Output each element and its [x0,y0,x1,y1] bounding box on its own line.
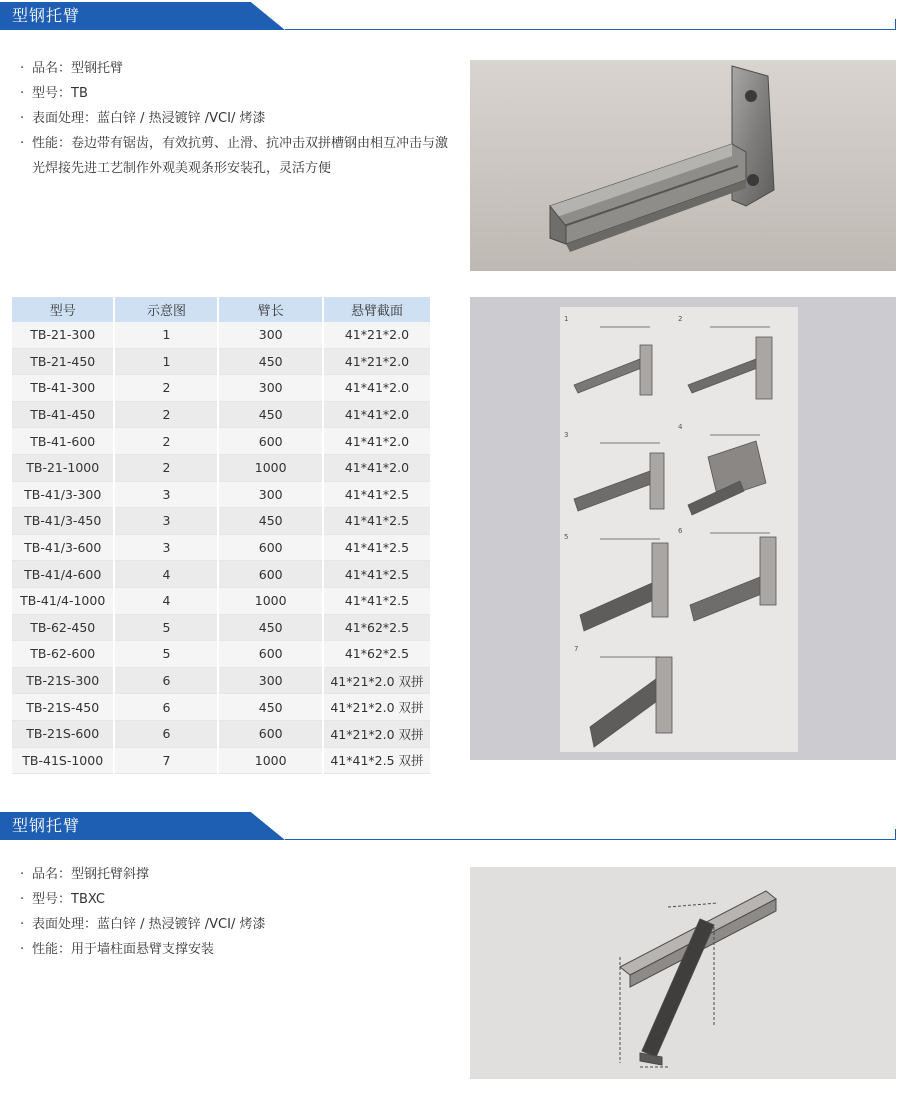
cell-diagram: 2 [114,401,218,428]
table-row [12,428,430,455]
cell-section: 41*21*2.0 [323,322,430,348]
cell-diagram: 1 [114,322,218,348]
col-header-diagram: 示意图 [114,297,218,322]
table-row [12,322,430,348]
cell-section: 41*41*2.0 [323,428,430,455]
cell-diagram: 2 [114,428,218,455]
cell-model: TB-62-600 [12,641,114,668]
section-header-1 [0,2,900,42]
cell-arm-length: 300 [218,667,322,694]
cell-section: 41*41*2.5 [323,534,430,561]
bracket-photo [470,60,896,271]
table-row [12,561,430,588]
cell-model: TB-41/3-450 [12,508,114,535]
cell-section: 41*41*2.5 [323,508,430,535]
cell-diagram: 6 [114,667,218,694]
table-row [12,375,430,402]
diagram-number-3: 3 [564,431,569,439]
diagram-sheet-panel [470,297,896,760]
diagram-number-2: 2 [678,315,683,323]
bracket-diagrams [560,307,798,752]
cell-model: TB-41-300 [12,375,114,402]
cell-arm-length: 600 [218,641,322,668]
cell-section: 41*41*2.5 [323,481,430,508]
product-info-list-2 [20,862,460,962]
cell-model: TB-21S-300 [12,667,114,694]
cell-arm-length: 600 [218,428,322,455]
cell-model: TB-41/4-600 [12,561,114,588]
table-row [12,747,430,774]
cell-section: 41*21*2.0 [323,348,430,375]
info-item-performance: · 性能：用于墙柱面悬臂支撑安装 [20,937,460,962]
cell-diagram: 7 [114,747,218,774]
info-item-performance: · 性能：卷边带有锯齿，有效抗剪、止滑、抗冲击双拼槽钢由相互冲击与激光焊接先进工艺制作外观美观条形安装孔，灵活方便 [20,131,460,181]
info-item-finish: · 表面处理：蓝白锌 / 热浸镀锌 /VCI/ 烤漆 [20,912,460,937]
cell-model: TB-41-600 [12,428,114,455]
table-row [12,587,430,614]
cell-model: TB-41/3-600 [12,534,114,561]
diagram-number-6: 6 [678,527,683,535]
cell-arm-length: 600 [218,720,322,747]
table-row [12,481,430,508]
cell-model: TB-41-450 [12,401,114,428]
cell-arm-length: 300 [218,481,322,508]
cell-arm-length: 600 [218,534,322,561]
info-item-name: · 品名：型钢托臂 [20,56,460,81]
cell-section: 41*41*2.5 双拼 [323,747,430,774]
cell-section: 41*41*2.5 [323,561,430,588]
bracket-illustration [470,60,896,271]
table-row [12,694,430,721]
table-row [12,348,430,375]
cell-arm-length: 1000 [218,587,322,614]
spec-table-header-row [12,297,430,322]
section-header-2 [0,812,900,852]
info-item-model: · 型号：TBXC [20,887,460,912]
cell-section: 41*21*2.0 双拼 [323,667,430,694]
cell-section: 41*41*2.0 [323,454,430,481]
cell-arm-length: 600 [218,561,322,588]
cell-arm-length: 450 [218,694,322,721]
cell-section: 41*62*2.5 [323,641,430,668]
col-header-model: 型号 [12,297,114,322]
diagram-number-7: 7 [574,645,579,653]
diagram-number-4: 4 [678,423,683,431]
cell-model: TB-62-450 [12,614,114,641]
cell-arm-length: 450 [218,401,322,428]
cell-diagram: 1 [114,348,218,375]
table-row [12,534,430,561]
cell-arm-length: 450 [218,508,322,535]
header-rule-tick-1 [895,19,896,30]
cell-section: 41*21*2.0 双拼 [323,720,430,747]
spec-table [12,297,430,774]
col-header-arm-length: 臂长 [218,297,322,322]
cell-section: 41*41*2.0 [323,401,430,428]
cell-diagram: 6 [114,694,218,721]
cell-section: 41*21*2.0 双拼 [323,694,430,721]
cell-arm-length: 1000 [218,454,322,481]
col-header-section: 悬臂截面 [323,297,430,322]
cell-section: 41*41*2.0 [323,375,430,402]
table-row [12,401,430,428]
section-title-1: 型钢托臂 [12,6,81,25]
cell-model: TB-41/3-300 [12,481,114,508]
info-item-finish: · 表面处理：蓝白锌 / 热浸镀锌 /VCI/ 烤漆 [20,106,460,131]
brace-illustration [470,867,896,1079]
cell-arm-length: 450 [218,348,322,375]
table-row [12,667,430,694]
table-row [12,508,430,535]
diagram-number-1: 1 [564,315,569,323]
info-item-model: · 型号：TB [20,81,460,106]
info-item-name: · 品名：型钢托臂斜撑 [20,862,460,887]
cell-diagram: 4 [114,561,218,588]
cell-model: TB-21-1000 [12,454,114,481]
cell-diagram: 3 [114,508,218,535]
diagram-sheet [560,307,798,752]
cell-arm-length: 1000 [218,747,322,774]
product-info-list-1 [20,56,460,181]
header-rule-1 [285,29,896,30]
cell-diagram: 2 [114,375,218,402]
cell-diagram: 2 [114,454,218,481]
cell-model: TB-21S-600 [12,720,114,747]
table-row [12,641,430,668]
cell-diagram: 3 [114,534,218,561]
header-rule-2 [285,839,896,840]
brace-drawing [470,867,896,1079]
cell-model: TB-41S-1000 [12,747,114,774]
diagram-number-5: 5 [564,533,569,541]
cell-diagram: 6 [114,720,218,747]
table-row [12,614,430,641]
cell-section: 41*62*2.5 [323,614,430,641]
cell-model: TB-41/4-1000 [12,587,114,614]
cell-model: TB-21-300 [12,322,114,348]
table-row [12,720,430,747]
header-rule-tick-2 [895,829,896,840]
cell-diagram: 5 [114,641,218,668]
cell-model: TB-21-450 [12,348,114,375]
cell-diagram: 3 [114,481,218,508]
cell-section: 41*41*2.5 [323,587,430,614]
table-row [12,454,430,481]
cell-arm-length: 450 [218,614,322,641]
section-title-2: 型钢托臂 [12,816,81,835]
cell-diagram: 5 [114,614,218,641]
cell-arm-length: 300 [218,322,322,348]
cell-diagram: 4 [114,587,218,614]
cell-model: TB-21S-450 [12,694,114,721]
cell-arm-length: 300 [218,375,322,402]
